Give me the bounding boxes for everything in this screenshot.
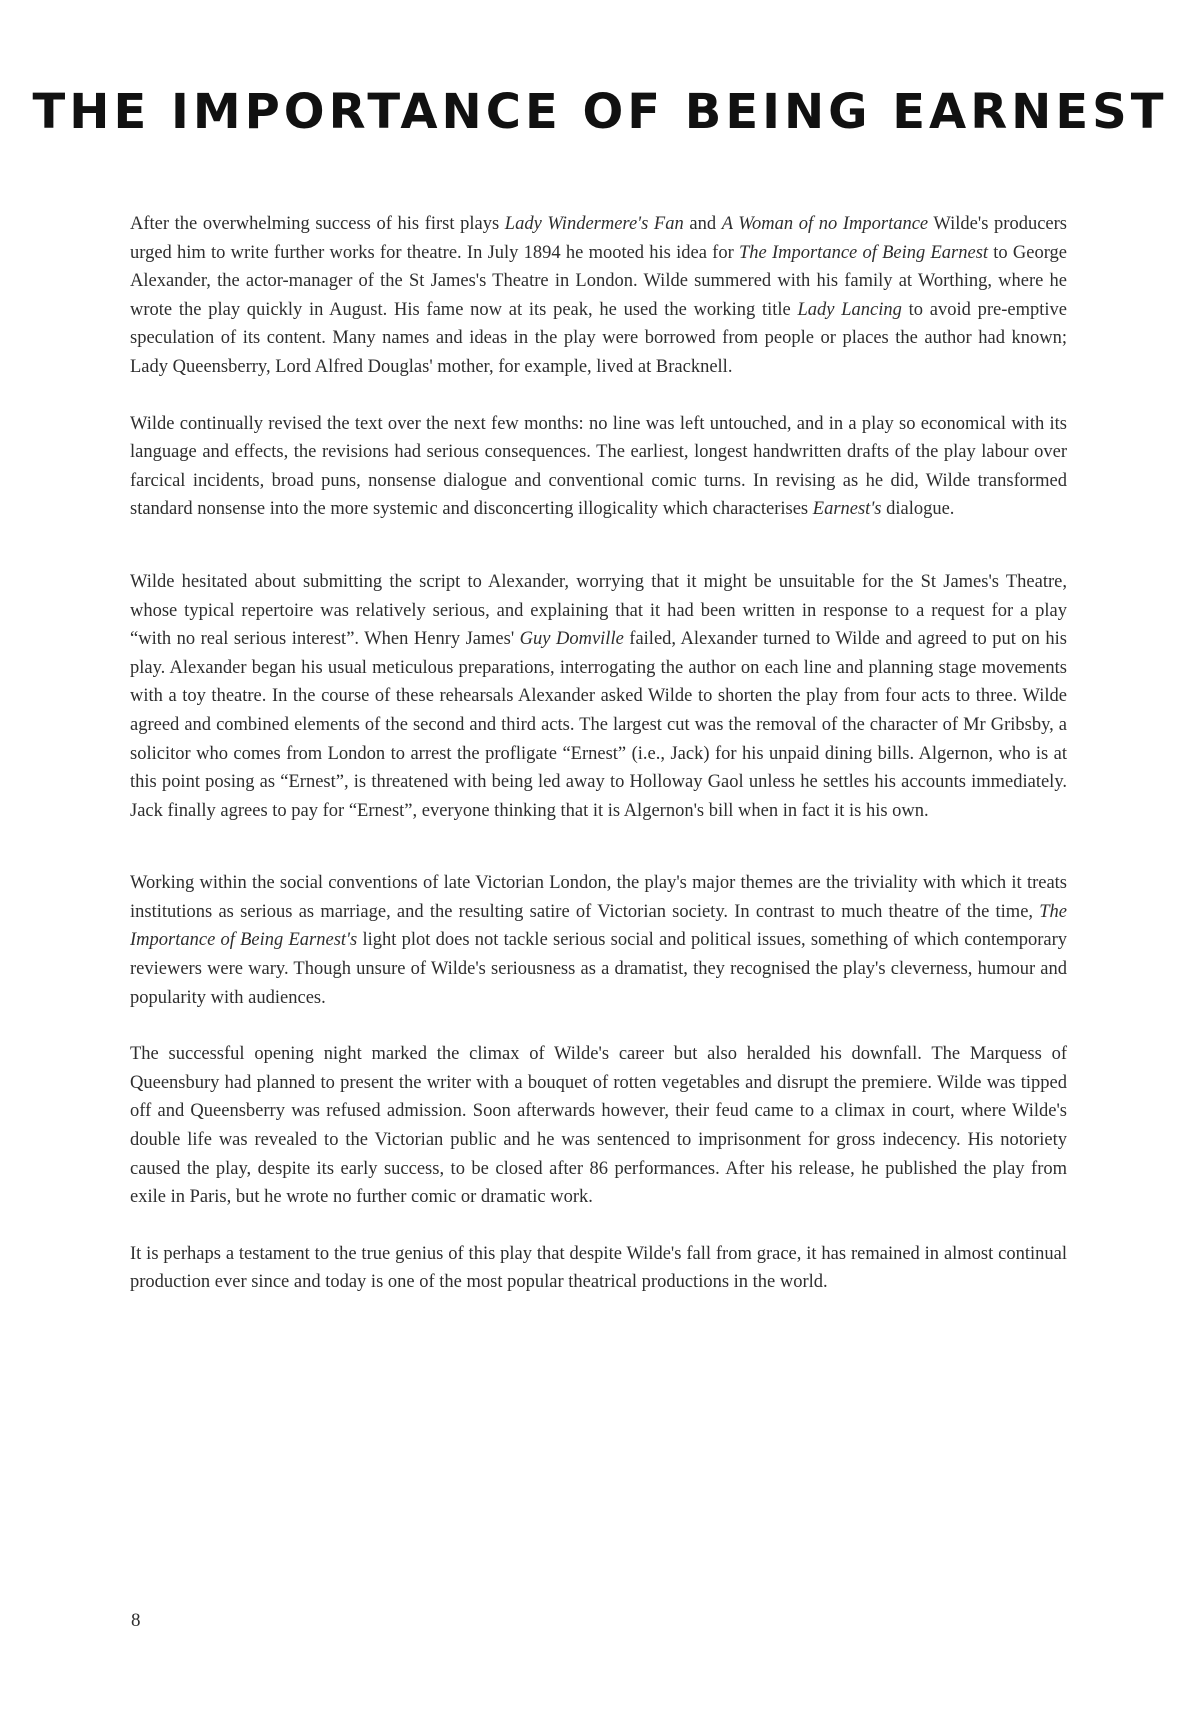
italic-title-text: Lady Lancing <box>797 299 902 320</box>
paragraph-text: to George Alexander, the actor-manager of the St James's Theatre in London. Wilde summered with his family at Worthing, where he wrote the play quickly in August. His fame now at its peak, he used the working title <box>130 242 1067 320</box>
paragraph-text: It is perhaps a testament to the true genius of this play that despite Wilde's fall from grace, it has remained in almost continual production ever since and today is one of the most popular theatrical productions in the world. <box>130 1243 1067 1293</box>
paragraph-text: Working within the social conventions of late Victorian London, the play's major themes are the triviality with which it treats institutions as serious as marriage, and the resulting satire of Victorian society. In contrast to much theatre of the time, <box>130 873 1067 922</box>
paragraph-text: and <box>683 214 722 234</box>
paragraph-text: The successful opening night marked the climax of Wilde's career but also heralded his downfall. The Marquess of Queensbury had planned to present the writer with a bouquet of rotten vegetables and disrupt the premiere. Wilde was tipped off and Queensberry was refused admission. Soon afterwards however, their feud came to a climax in court, where Wilde's double life was revealed to the Victorian public and he was sentenced to imprisonment for gross indecency. His notoriety caused the play, despite its early success, to be closed after 86 performances. After his release, he published the play from exile in Paris, but he wrote no further comic or dramatic work. <box>130 1044 1067 1208</box>
paragraph-text: dialogue. <box>881 499 955 520</box>
article-body <box>130 210 1067 1297</box>
page-title: THE IMPORTANCE OF BEING EARNEST <box>32 84 1168 140</box>
italic-title-text: Guy Domville <box>519 629 624 650</box>
paragraph-text: After the overwhelming success of his first plays <box>130 214 505 234</box>
paragraph-3 <box>130 568 1067 825</box>
italic-title-text: Earnest's <box>812 499 882 520</box>
page-number: 8 <box>131 1610 141 1631</box>
paragraph-6 <box>130 1240 1067 1297</box>
paragraph-text: light plot does not tackle serious social and political issues, something of which contemporary reviewers were wary. Though unsure of Wilde's seriousness as a dramatist, they recognised the play's cleverness, humour and popularity with audiences. <box>130 930 1067 1008</box>
paragraph-5 <box>130 1040 1067 1212</box>
paragraph-text: Wilde hesitated about submitting the script to Alexander, worrying that it might be unsuitable for the St James's Theatre, whose typical repertoire was relatively serious, and explaining that it had been written in response to a request for a play “with no real serious interest”. When Henry James' <box>130 571 1067 650</box>
italic-title-text: The Importance of Being Earnest <box>738 242 989 263</box>
italic-title-text: A Woman of no Importance <box>721 214 929 234</box>
paragraph-1 <box>130 210 1067 382</box>
paragraph-text: failed, Alexander turned to Wilde and agreed to put on his play. Alexander began his usual meticulous preparations, interrogating the author on each line and planning stage movements with a toy theatre. In the course of these rehearsals Alexander asked Wilde to shorten the play from four acts to three. Wilde agreed and combined elements of the second and third acts. The largest cut was the removal of the character of Mr Gribsby, a solicitor who comes from London to arrest the profligate “Ernest” (i.e., Jack) for his unpaid dining bills. Algernon, who is at this point posing as “Ernest”, is threatened with being led away to Holloway Gaol unless he settles his accounts immediately. Jack finally agrees to pay for “Ernest”, everyone thinking that it is Algernon's bill when in fact it is his own. <box>130 629 1067 821</box>
paragraph-text: Wilde continually revised the text over the next few months: no line was left untouched, and in a play so economical with its language and effects, the revisions had serious consequences. The earliest, longest handwritten drafts of the play labour over farcical incidents, broad puns, nonsense dialogue and conventional comic turns. In revising as he did, Wilde transformed standard nonsense into the more systemic and disconcerting illogicality which characterises <box>130 413 1067 520</box>
paragraph-text: to avoid pre-emptive speculation of its content. Many names and ideas in the play were borrowed from people or places the author had known; Lady Queensberry, Lord Alfred Douglas' mother, for example, lived at Bracknell. <box>130 299 1067 377</box>
paragraph-4 <box>130 869 1067 1012</box>
paragraph-2 <box>130 410 1067 524</box>
italic-title-text: The Importance of Being Earnest's <box>130 901 1067 951</box>
italic-title-text: Lady Windermere's Fan <box>504 214 684 234</box>
paragraph-text: Wilde's producers urged him to write further works for theatre. In July 1894 he mooted his idea for <box>130 214 1067 263</box>
